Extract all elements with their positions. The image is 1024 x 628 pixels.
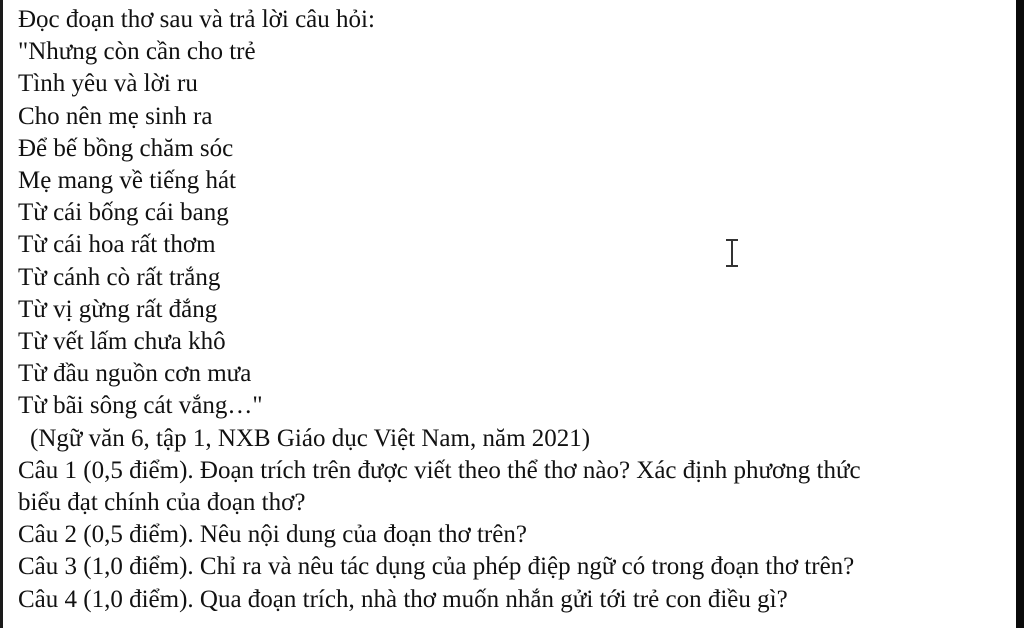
- poem-source: (Ngữ văn 6, tập 1, NXB Giáo dục Việt Nam, năm 2021): [30, 424, 591, 452]
- document-body: [18, 4, 998, 616]
- questions: [18, 455, 998, 616]
- question-3: Câu 3 (1,0 điểm). Chỉ ra và nêu tác dụng của phép điệp ngữ có trong đoạn thơ trên?: [18, 553, 855, 581]
- poem-line: Từ cánh cò rất trắng: [18, 263, 221, 291]
- poem-line: Từ vị gừng rất đắng: [18, 295, 218, 323]
- text-cursor-icon: [724, 238, 740, 268]
- question-1: Câu 1 (0,5 điểm). Đoạn trích trên được viết theo thể thơ nào? Xác định phương thức: [18, 456, 861, 484]
- poem-line: Tình yêu và lời ru: [18, 70, 198, 98]
- poem-line: "Nhưng còn cần cho trẻ: [18, 38, 256, 66]
- left-border: [0, 0, 3, 628]
- poem-line: Mẹ mang về tiếng hát: [18, 167, 236, 195]
- poem-line: Cho nên mẹ sinh ra: [18, 102, 213, 130]
- question-4: Câu 4 (1,0 điểm). Qua đoạn trích, nhà thơ muốn nhắn gửi tới trẻ con điều gì?: [18, 585, 788, 613]
- poem-line: Từ bãi sông cát vắng…": [18, 392, 263, 420]
- question-1-continued: biểu đạt chính của đoạn thơ?: [18, 489, 306, 517]
- poem-line: Từ cái bống cái bang: [18, 199, 229, 227]
- poem-line: Từ vết lấm chưa khô: [18, 328, 226, 356]
- instruction-text: Đọc đoạn thơ sau và trả lời câu hỏi:: [18, 6, 375, 33]
- poem-line: Từ cái hoa rất thơm: [18, 231, 216, 259]
- poem: [18, 36, 998, 422]
- right-border: [1016, 0, 1024, 628]
- question-2: Câu 2 (0,5 điểm). Nêu nội dung của đoạn thơ trên?: [18, 521, 527, 549]
- poem-line: Từ đầu nguồn cơn mưa: [18, 360, 252, 388]
- poem-line: Để bế bồng chăm sóc: [18, 134, 234, 162]
